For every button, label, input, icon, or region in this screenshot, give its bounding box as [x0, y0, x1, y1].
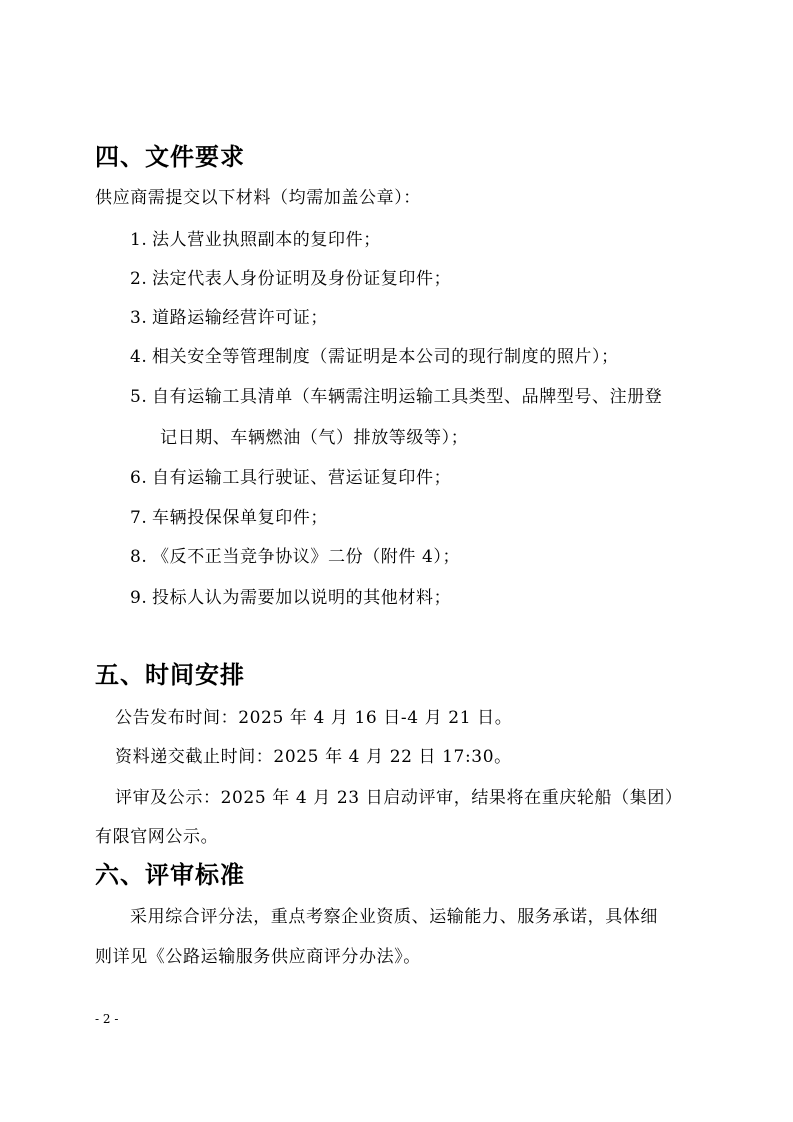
list-item-number: 1.	[130, 230, 148, 250]
section-4-heading: 四、文件要求	[95, 142, 245, 171]
list-item-text: 道路运输经营许可证；	[152, 308, 328, 328]
list-item-number: 2.	[130, 269, 148, 289]
criteria-line: 则详见《公路运输服务供应商评分办法》。	[95, 947, 421, 967]
list-item	[130, 466, 451, 490]
list-item-text: 投标人认为需要加以说明的其他材料；	[152, 588, 452, 608]
list-item	[130, 586, 451, 610]
criteria-line: 采用综合评分法，重点考察企业资质、运输能力、服务承诺，具体细	[130, 907, 658, 927]
page-number: - 2 -	[95, 1012, 119, 1026]
section-4-intro: 供应商需提交以下材料（均需加盖公章）：	[95, 188, 421, 208]
list-item-continuation: 记日期、车辆燃油（气）排放等级等）；	[160, 428, 469, 448]
list-item-number: 8.	[130, 547, 148, 567]
list-item-number: 4.	[130, 347, 148, 367]
list-item	[130, 306, 328, 330]
list-item	[130, 545, 460, 569]
list-item	[130, 385, 662, 409]
list-item-text: 相关安全等管理制度（需证明是本公司的现行制度的照片）；	[152, 347, 619, 367]
schedule-line: 资料递交截止时间：2025 年 4 月 22 日 17:30。	[115, 747, 512, 767]
list-item-number: 5.	[130, 387, 148, 407]
list-item	[130, 345, 619, 369]
schedule-line: 公告发布时间：2025 年 4 月 16 日-4 月 21 日。	[115, 708, 513, 728]
section-6-heading: 六、评审标准	[95, 860, 245, 889]
list-item-number: 6.	[130, 468, 148, 488]
list-item	[130, 228, 381, 252]
list-item-text: 法定代表人身份证明及身份证复印件；	[152, 269, 452, 289]
list-item	[130, 506, 328, 530]
schedule-line: 评审及公示：2025 年 4 月 23 日启动评审，结果将在重庆轮船（集团）	[115, 788, 683, 808]
list-item-text: 自有运输工具清单（车辆需注明运输工具类型、品牌型号、注册登	[152, 387, 663, 407]
schedule-line: 有限官网公示。	[95, 827, 219, 847]
list-item-number: 9.	[130, 588, 148, 608]
section-5-heading: 五、时间安排	[95, 660, 245, 689]
list-item-text: 自有运输工具行驶证、营运证复印件；	[152, 468, 452, 488]
list-item-text: 法人营业执照副本的复印件；	[152, 230, 381, 250]
list-item-text: 车辆投保保单复印件；	[152, 508, 328, 528]
list-item-number: 7.	[130, 508, 148, 528]
list-item-number: 3.	[130, 308, 148, 328]
list-item-text: 《反不正当竞争协议》二份（附件 4）；	[152, 547, 461, 567]
list-item	[130, 267, 451, 291]
